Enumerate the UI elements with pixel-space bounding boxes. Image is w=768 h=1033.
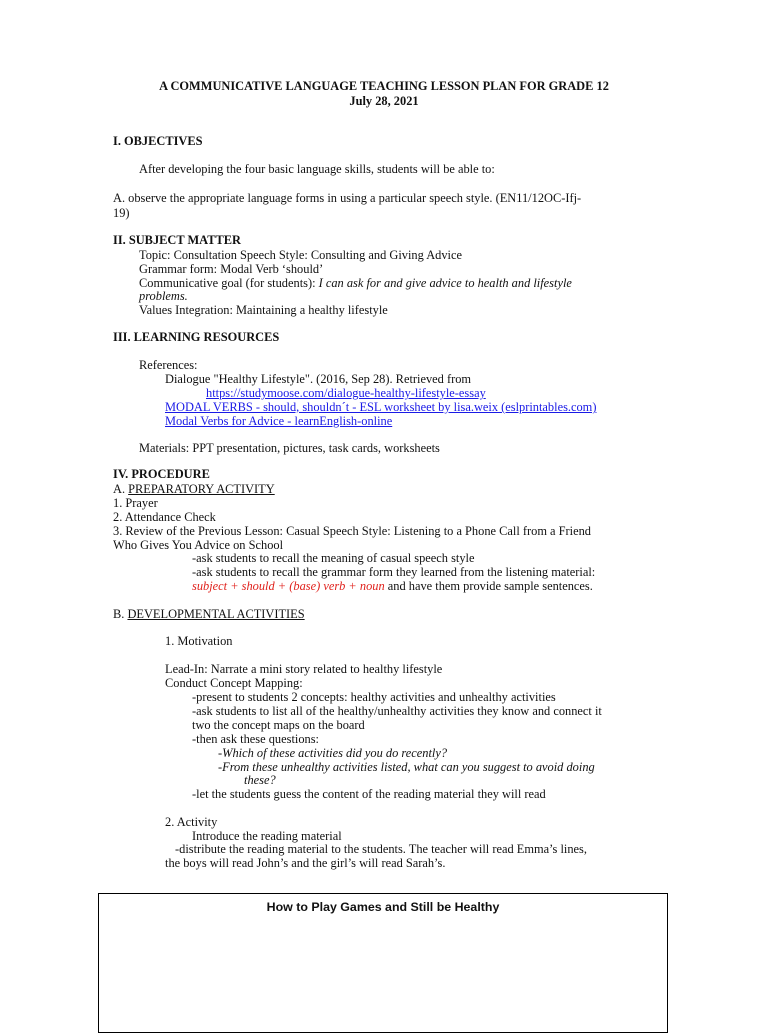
question-2-line1: -From these unhealthy activities listed, what can you suggest to avoid doing	[218, 760, 595, 774]
procedure-heading: IV. PROCEDURE	[113, 467, 210, 481]
review-item-line2: Who Gives You Advice on School	[113, 538, 284, 552]
objective-a-line2: 19)	[113, 206, 130, 220]
motivation-item: 1. Motivation	[165, 634, 233, 648]
concept-mapping-step-1: -present to students 2 concepts: healthy activities and unhealthy activities	[192, 690, 556, 704]
references-label: References:	[139, 358, 198, 372]
goal-text: I can ask for and give advice to health and lifestyle	[318, 276, 572, 290]
concept-mapping-line: Conduct Concept Mapping:	[165, 676, 303, 690]
developmental-activities-title	[113, 607, 305, 621]
grammar-formula-line	[192, 579, 593, 593]
concept-mapping-step-2-line1: -ask students to list all of the healthy/unhealthy activities they know and connect it	[192, 704, 602, 718]
dev-prefix: B.	[113, 607, 128, 621]
reference-3-link[interactable]: Modal Verbs for Advice - learnEnglish-online	[165, 414, 393, 428]
preparatory-activity-title	[113, 482, 275, 496]
review-ask-1: -ask students to recall the meaning of casual speech style	[192, 551, 475, 565]
reading-material-title: How to Play Games and Still be Healthy	[266, 900, 500, 914]
concept-mapping-step-2-line2: two the concept maps on the board	[192, 718, 365, 732]
prep-title: PREPARATORY ACTIVITY	[128, 482, 275, 496]
objectives-intro: After developing the four basic language skills, students will be able to:	[139, 162, 495, 176]
values-line: Values Integration: Maintaining a healthy lifestyle	[139, 303, 388, 317]
objectives-heading: I. OBJECTIVES	[113, 134, 203, 148]
review-item-line1: 3. Review of the Previous Lesson: Casual Speech Style: Listening to a Phone Call from a Friend	[113, 524, 591, 538]
distribute-line1: -distribute the reading material to the students. The teacher will read Emma’s lines,	[175, 842, 587, 856]
goal-text-line2: problems.	[139, 289, 188, 303]
activity-item: 2. Activity	[165, 815, 218, 829]
question-2-line2: these?	[244, 773, 276, 787]
prayer-item: 1. Prayer	[113, 496, 158, 510]
document-date: July 28, 2021	[349, 94, 419, 108]
introduce-line: Introduce the reading material	[192, 829, 342, 843]
goal-label: Communicative goal (for students):	[139, 276, 319, 290]
question-1: -Which of these activities did you do recently?	[218, 746, 448, 760]
communicative-goal-line	[139, 276, 572, 290]
review-ask-2: -ask students to recall the grammar form they learned from the listening material:	[192, 565, 596, 579]
resources-heading: III. LEARNING RESOURCES	[113, 330, 280, 344]
reference-2-link[interactable]: MODAL VERBS - should, shouldn´t - ESL worksheet by lisa.weix (eslprintables.com)	[165, 400, 597, 414]
dev-title: DEVELOPMENTAL ACTIVITIES	[127, 607, 305, 621]
reference-1-text: Dialogue "Healthy Lifestyle". (2016, Sep 28). Retrieved from	[165, 372, 472, 386]
formula-after-text: and have them provide sample sentences.	[384, 579, 593, 593]
materials-line: Materials: PPT presentation, pictures, task cards, worksheets	[139, 441, 440, 455]
distribute-line2: the boys will read John’s and the girl’s will read Sarah’s.	[165, 856, 446, 870]
objective-a-line1: A. observe the appropriate language forms in using a particular speech style. (EN11/12OC-Ifj-	[113, 191, 582, 205]
grammar-line: Grammar form: Modal Verb ‘should’	[139, 262, 324, 276]
concept-mapping-step-4: -let the students guess the content of the reading material they will read	[192, 787, 546, 801]
subject-matter-heading: II. SUBJECT MATTER	[113, 233, 241, 247]
concept-mapping-step-3: -then ask these questions:	[192, 732, 319, 746]
document-title: A COMMUNICATIVE LANGUAGE TEACHING LESSON PLAN FOR GRADE 12	[159, 79, 609, 93]
topic-line: Topic: Consultation Speech Style: Consulting and Giving Advice	[139, 248, 462, 262]
lead-in-line: Lead-In: Narrate a mini story related to healthy lifestyle	[165, 662, 443, 676]
grammar-formula: subject + should + (base) verb + noun	[192, 579, 385, 593]
reading-material-box	[98, 893, 668, 1033]
prep-prefix: A.	[113, 482, 129, 496]
attendance-item: 2. Attendance Check	[113, 510, 216, 524]
reference-1-link[interactable]: https://studymoose.com/dialogue-healthy-lifestyle-essay	[206, 386, 486, 400]
